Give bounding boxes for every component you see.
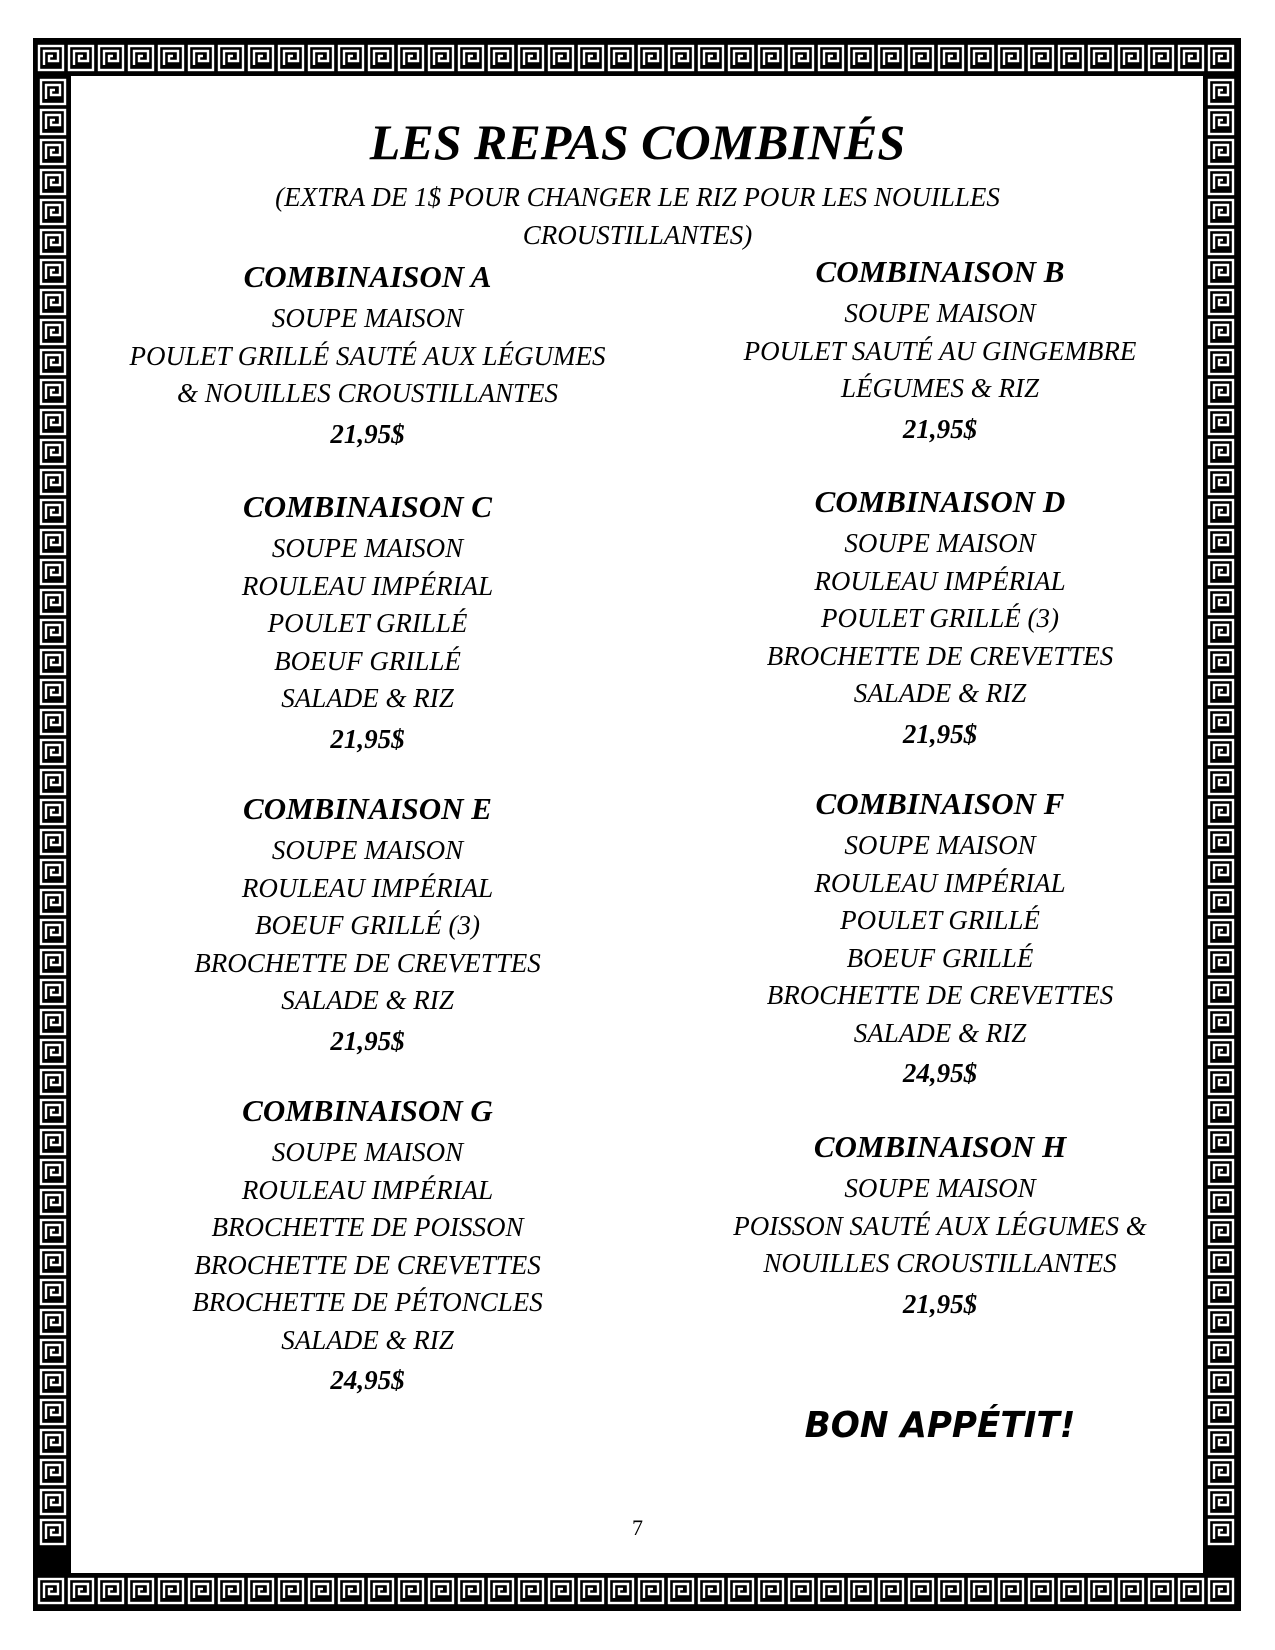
page-subtitle: (EXTRA DE 1$ POUR CHANGER LE RIZ POUR LES NOUILLES CROUSTILLANTES) <box>275 182 1000 250</box>
combo-item: BROCHETTE DE CREVETTES <box>194 1249 541 1280</box>
combo-item: ROULEAU IMPÉRIAL <box>814 565 1066 596</box>
combo-b <box>640 249 1240 450</box>
combo-name: COMBINAISON E <box>243 791 492 826</box>
combo-item: SALADE & RIZ <box>853 678 1027 708</box>
combo-name: COMBINAISON A <box>243 259 492 294</box>
combo-item: ROULEAU IMPÉRIAL <box>241 570 494 601</box>
combo-price: 21,95$ <box>902 1288 978 1319</box>
combo-item: BOEUF GRILLÉ <box>846 942 1034 973</box>
combo-item: SOUPE MAISON <box>271 835 464 865</box>
combo-c <box>60 484 675 760</box>
page-number: 7 <box>632 1515 643 1540</box>
combo-price: 24,95$ <box>330 1365 405 1395</box>
combo-item: POISSON SAUTÉ AUX LÉGUMES & <box>733 1210 1147 1241</box>
border-top-pattern <box>36 40 1238 76</box>
combo-name: COMBINAISON D <box>814 484 1066 519</box>
combo-h <box>640 1124 1240 1325</box>
combo-item: SALADE & RIZ <box>281 985 454 1015</box>
combo-name: COMBINAISON F <box>815 786 1065 821</box>
combo-item: BROCHETTE DE POISSON <box>211 1212 524 1242</box>
combo-item: SOUPE MAISON <box>844 830 1036 860</box>
border-bottom-pattern <box>36 1573 1238 1609</box>
combo-item: SALADE & RIZ <box>853 1017 1027 1048</box>
combo-item: ROULEAU IMPÉRIAL <box>814 867 1066 898</box>
combo-item: BROCHETTE DE CREVETTES <box>766 640 1114 671</box>
combo-item: SOUPE MAISON <box>844 298 1036 328</box>
combo-item: SALADE & RIZ <box>281 683 454 713</box>
combo-name: COMBINAISON H <box>813 1129 1067 1164</box>
combo-price: 21,95$ <box>902 413 978 444</box>
combo-price: 21,95$ <box>330 418 405 449</box>
closing-message: BON APPÉTIT! <box>804 1405 1076 1446</box>
combo-item: SOUPE MAISON <box>844 1173 1036 1203</box>
combo-price: 21,95$ <box>902 718 978 749</box>
combo-d <box>640 479 1240 755</box>
combo-item: BROCHETTE DE CREVETTES <box>766 980 1114 1010</box>
combo-name: COMBINAISON B <box>815 254 1065 289</box>
combo-f <box>640 781 1240 1094</box>
combo-item: BROCHETTE DE PÉTONCLES <box>192 1287 543 1317</box>
combo-item: POULET GRILLÉ (3) <box>820 603 1060 633</box>
combo-item: BROCHETTE DE CREVETTES <box>194 947 541 978</box>
combo-name: COMBINAISON C <box>243 489 492 524</box>
combo-item: & NOUILLES CROUSTILLANTES <box>176 378 559 408</box>
combo-item: BOEUF GRILLÉ (3) <box>255 910 480 940</box>
combo-e <box>60 786 675 1062</box>
combo-item: SOUPE MAISON <box>271 303 464 333</box>
page-title: LES REPAS COMBINÉS <box>369 114 906 170</box>
combo-item: LÉGUMES & RIZ <box>841 373 1039 403</box>
combo-item: POULET GRILLÉ <box>267 608 468 638</box>
combo-item: POULET SAUTÉ AU GINGEMBRE <box>743 335 1137 366</box>
combo-item: ROULEAU IMPÉRIAL <box>241 872 494 903</box>
combo-name: COMBINAISON G <box>242 1093 493 1128</box>
combo-item: POULET GRILLÉ SAUTÉ AUX LÉGUMES <box>129 340 606 371</box>
combo-item: POULET GRILLÉ <box>840 905 1040 935</box>
combo-item: SALADE & RIZ <box>281 1324 454 1355</box>
combo-item: NOUILLES CROUSTILLANTES <box>763 1248 1117 1278</box>
combo-item: BOEUF GRILLÉ <box>274 645 461 676</box>
combo-g <box>60 1088 675 1401</box>
combo-item: SOUPE MAISON <box>271 1137 464 1167</box>
combo-price: 21,95$ <box>330 723 405 754</box>
combo-price: 21,95$ <box>330 1025 405 1056</box>
combo-item: SOUPE MAISON <box>271 533 464 563</box>
combo-item: SOUPE MAISON <box>844 528 1036 558</box>
combo-a <box>60 254 675 455</box>
combo-price: 24,95$ <box>902 1058 978 1088</box>
combo-item: ROULEAU IMPÉRIAL <box>241 1174 494 1205</box>
